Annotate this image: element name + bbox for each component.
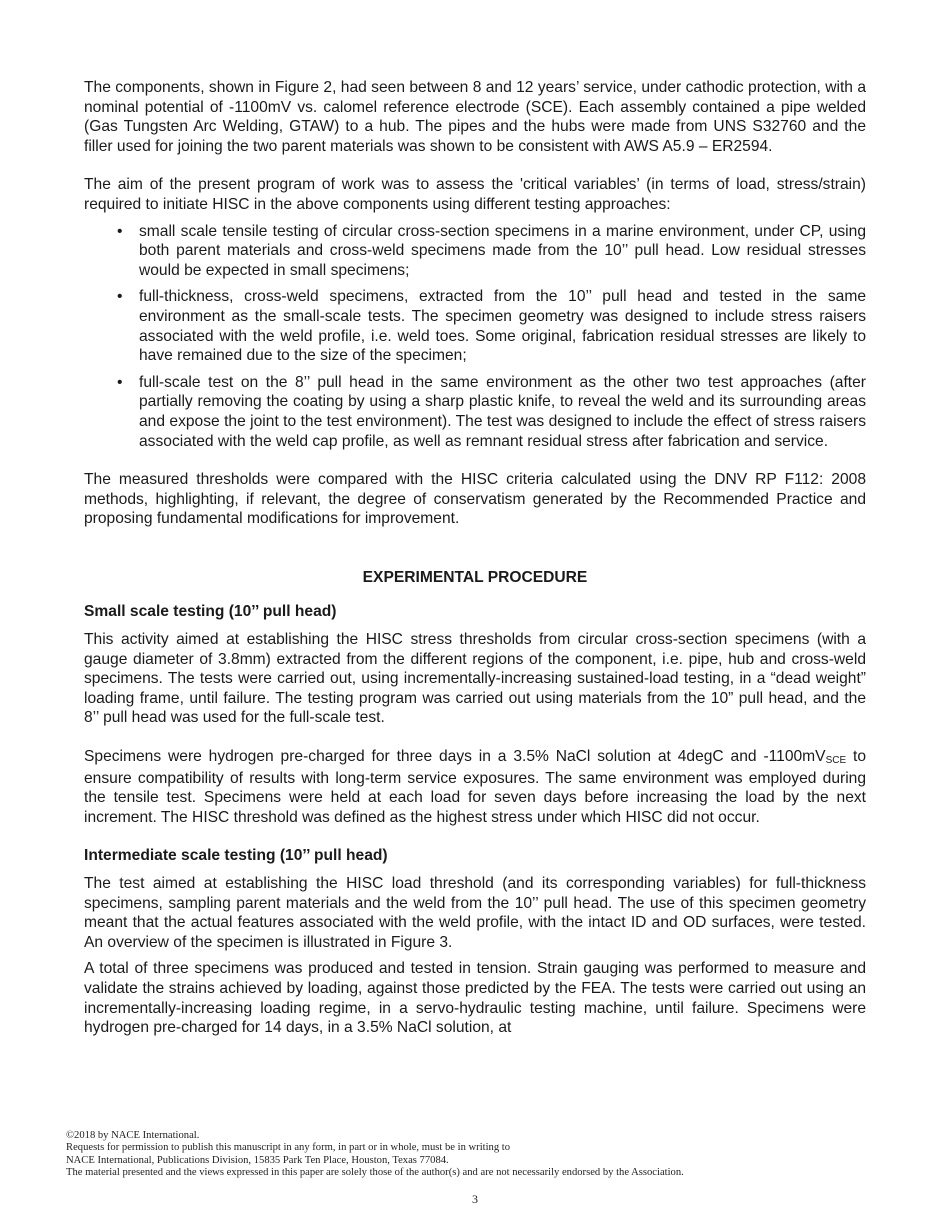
list-item-text: full-scale test on the 8’’ pull head in the same environment as the other two test approaches (after partially removing the coating by using a sharp plastic knife, to reveal the weld and its surrounding areas and expose the joint to the test environment). The test was designed to include the effect of stress raisers associated with the weld cap profile, as well as remnant residual stress after fabrication and service. [139, 373, 866, 450]
list-item [84, 287, 866, 365]
list-item [84, 222, 866, 281]
footer-line: The material presented and the views expressed in this paper are solely those of the author(s) and are not necessarily endorsed by the Association. [66, 1167, 684, 1179]
subscript-sce: SCE [825, 755, 847, 767]
intermediate-paragraph-1: The test aimed at establishing the HISC load threshold (and its corresponding variables) for full-thickness specimens, sampling parent materials and the weld from the 10’’ pull head. The use of this specimen geometry meant that the actual features associated with the weld profile, with the intact ID and OD surfaces, were tested. An overview of the specimen is illustrated in Figure 3. [84, 875, 866, 951]
copyright-footer [66, 1130, 886, 1180]
testing-approaches-list [84, 222, 866, 452]
section-heading: EXPERIMENTAL PROCEDURE [362, 568, 588, 586]
bullet-icon: • [117, 288, 123, 306]
text-run: Specimens were hydrogen pre-charged for three days in a 3.5% NaCl solution at 4degC and -1100mV [84, 748, 826, 766]
footer-line: ©2018 by NACE International. [66, 1130, 200, 1141]
bullet-icon: • [117, 222, 123, 240]
footer-line: Requests for permission to publish this manuscript in any form, in part or in whole, must be in writing to [66, 1142, 511, 1154]
intermediate-paragraph-2: A total of three specimens was produced and tested in tension. Strain gauging was performed to measure and validate the strains achieved by loading, against those predicted by the FEA. The tests were carried out using an incrementally-increasing loading regime, in a servo-hydraulic testing machine, until failure. Specimens were hydrogen pre-charged for 14 days, in a 3.5% NaCl solution, at [84, 960, 866, 1037]
footer-line: NACE International, Publications Division, 15835 Park Ten Place, Houston, Texas 77084. [66, 1154, 449, 1166]
list-item [84, 373, 866, 451]
intro-paragraph-3: The measured thresholds were compared with the HISC criteria calculated using the DNV RP F112: 2008 methods, highlighting, if relevant, the degree of conservatism generated by the Recommended Practice and proposing fundamental modifications for improvement. [84, 471, 866, 528]
subsection-heading-small-scale: Small scale testing (10’’ pull head) [84, 603, 337, 621]
small-scale-paragraph-2 [84, 747, 866, 827]
page-body [84, 78, 866, 1038]
bullet-icon: • [117, 373, 123, 391]
text-run: to ensure compatibility of results with long-term service exposures. The same environment was employed during the tensile test. Specimens were held at each load for seven days before increasing the load by the next increment. The HISC threshold was defined as the highest stress under which HISC did not occur. [84, 748, 866, 826]
page-number: 3 [472, 1192, 478, 1206]
list-item-text: full-thickness, cross-weld specimens, extracted from the 10’’ pull head and tested in the same environment as the small-scale tests. The specimen geometry was designed to include stress raisers associated with the weld profile, i.e. weld toes. Some original, fabrication residual stresses are likely to have remained due to the size of the specimen; [139, 288, 866, 365]
small-scale-paragraph-1: This activity aimed at establishing the HISC stress thresholds from circular cross-section specimens (with a gauge diameter of 3.8mm) extracted from the different regions of the component, i.e. pipe, hub and cross-weld specimens. The tests were carried out, using incrementally-increasing sustained-load testing, in a “dead weight” loading frame, until failure. The testing program was carried out using materials from the 10” pull head, and the 8’’ pull head was used for the full-scale test. [84, 631, 866, 727]
subsection-heading-intermediate: Intermediate scale testing (10’’ pull head) [84, 847, 388, 865]
intro-paragraph-2: The aim of the present program of work was to assess the 'critical variables’ (in terms of load, stress/strain) required to initiate HISC in the above components using different testing approaches: [84, 176, 866, 213]
intro-paragraph-1: The components, shown in Figure 2, had seen between 8 and 12 years’ service, under cathodic protection, with a nominal potential of -1100mV vs. calomel reference electrode (SCE). Each assembly contained a pipe welded (Gas Tungsten Arc Welding, GTAW) to a hub. The pipes and the hubs were made from UNS S32760 and the filler used for joining the two parent materials was shown to be consistent with AWS A5.9 – ER2594. [84, 79, 866, 155]
list-item-text: small scale tensile testing of circular cross-section specimens in a marine environment, under CP, using both parent materials and cross-weld specimens made from the 10’’ pull head. Low residual stresses would be expected in small specimens; [139, 222, 866, 279]
